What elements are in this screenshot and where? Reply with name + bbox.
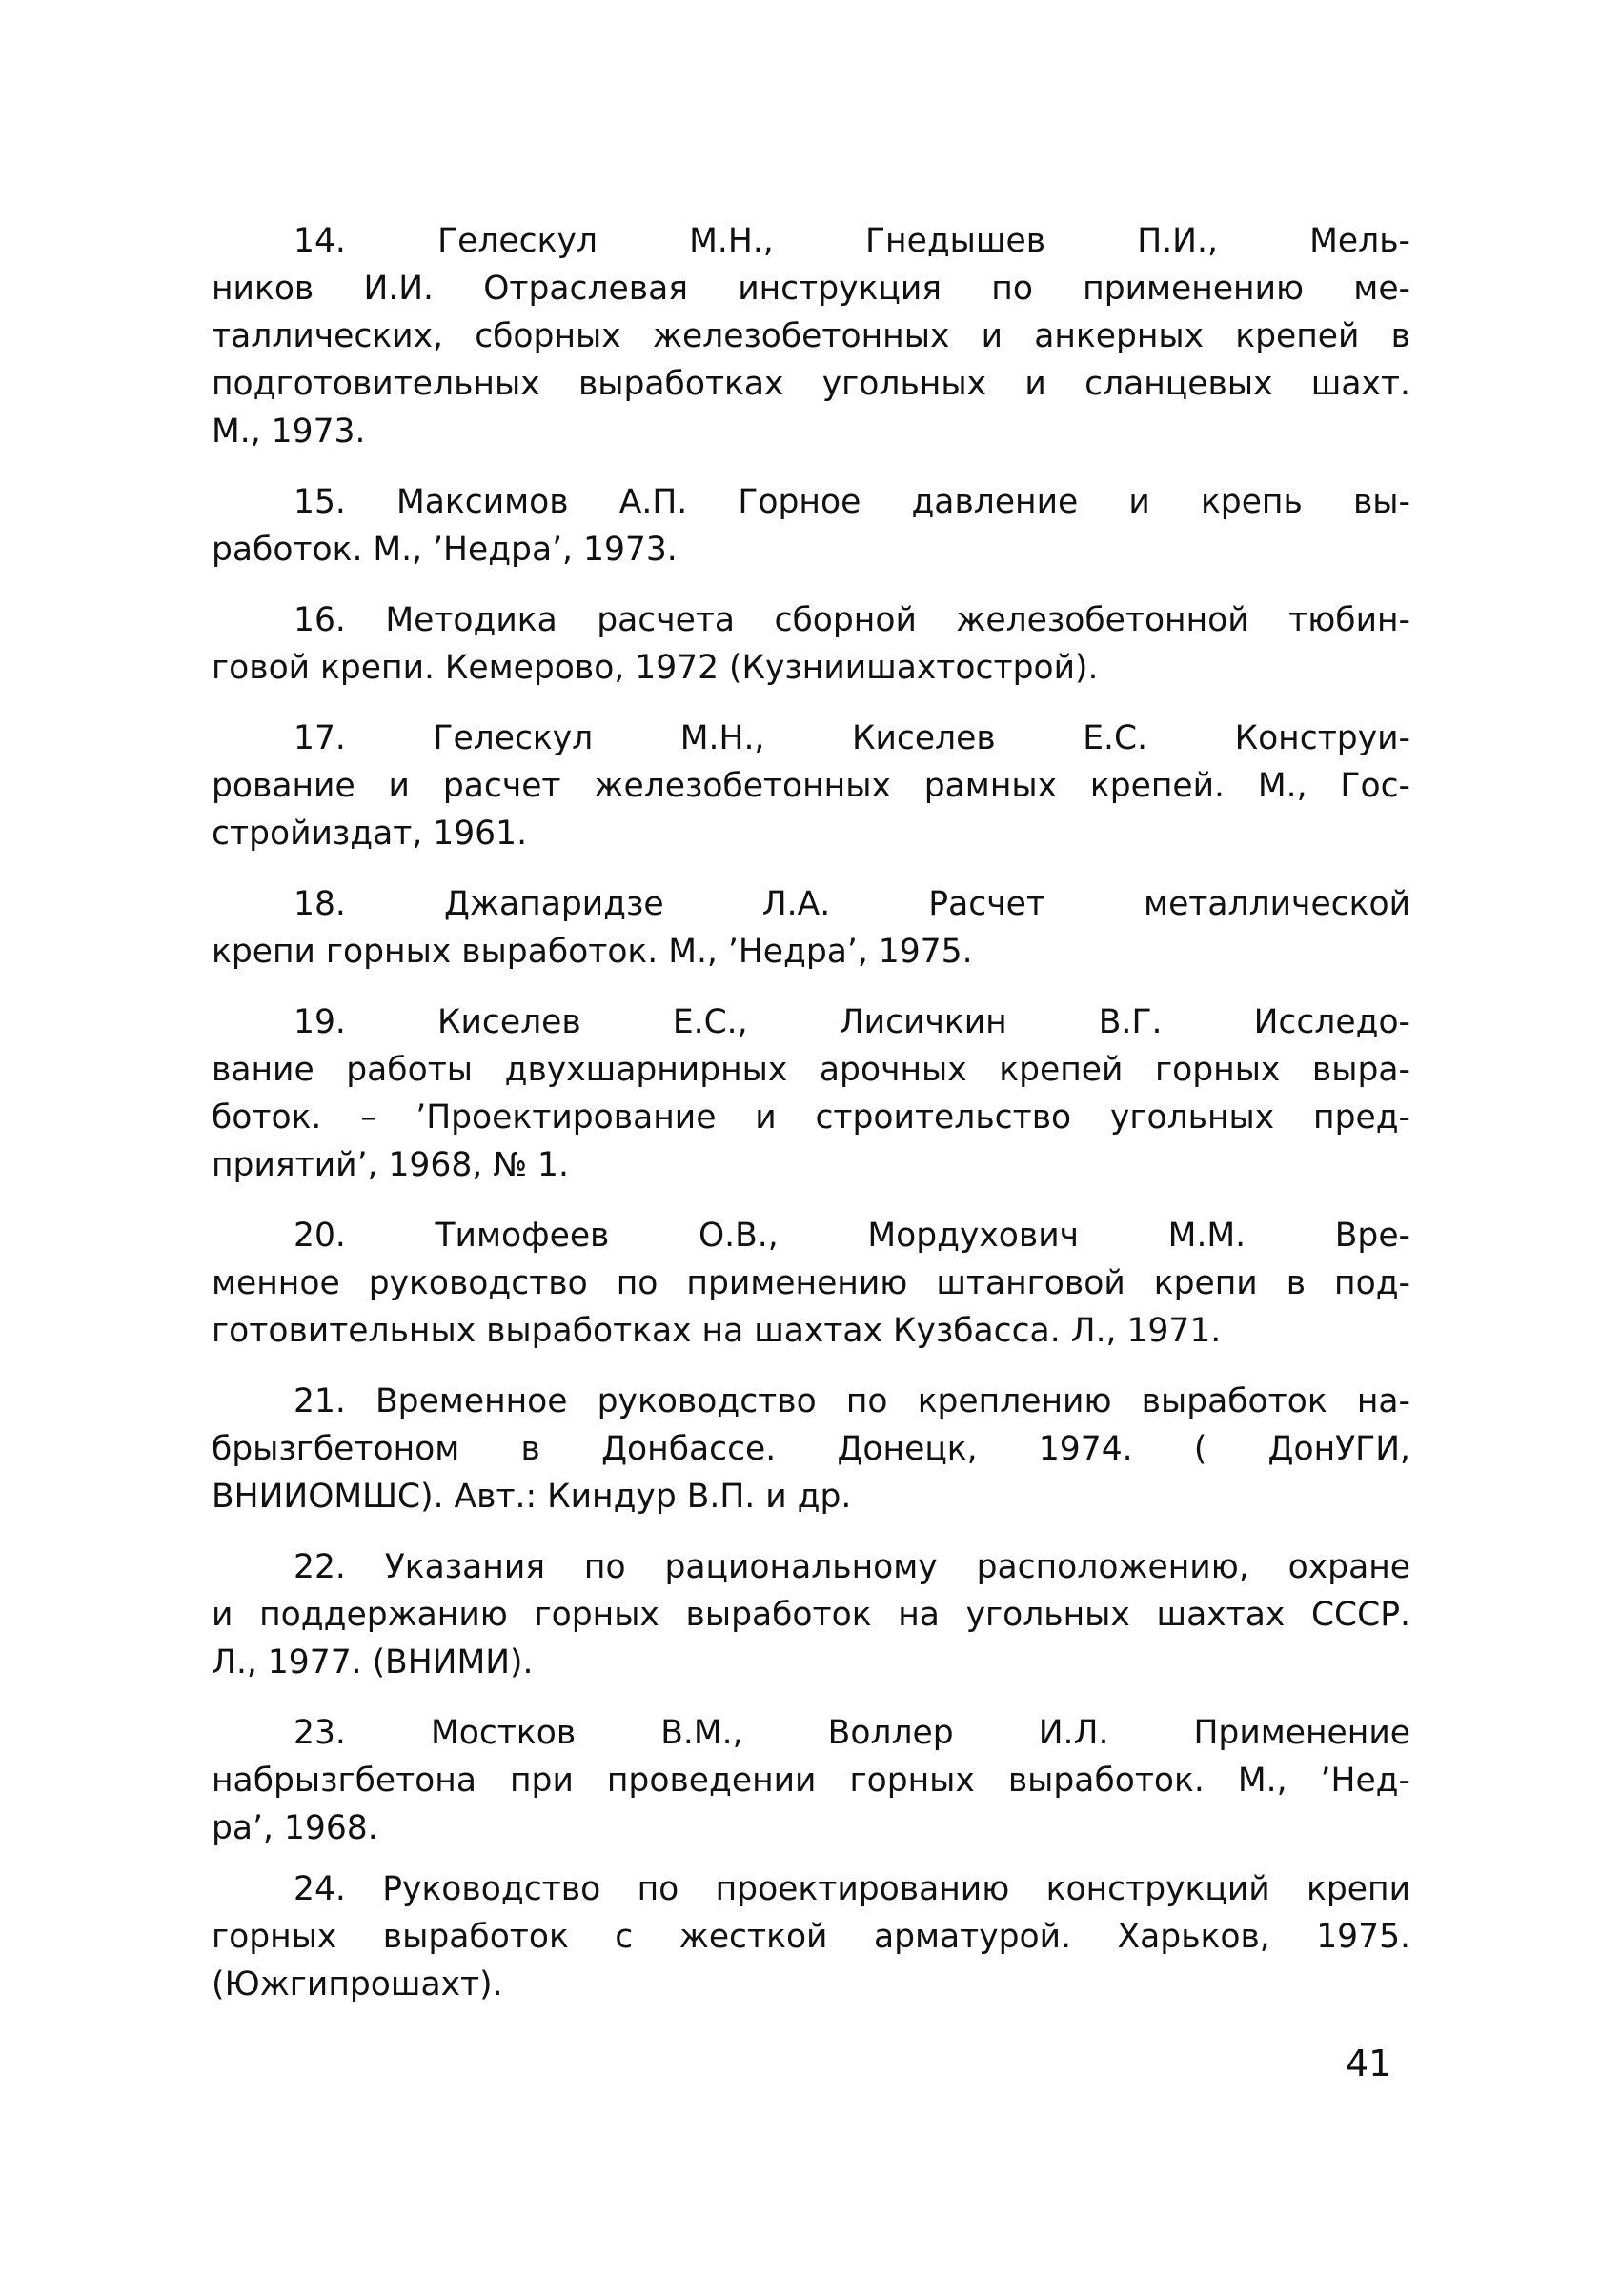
reference-entry: [212, 1865, 1410, 2008]
reference-line: 21. Временное руководство по креплению выработок на-: [294, 1382, 1410, 1420]
reference-line: Л., 1977. (ВНИМИ).: [212, 1643, 534, 1682]
reference-entry: [212, 596, 1410, 692]
reference-line: 17. Гелескул М.Н., Киселев Е.С. Конструи-: [294, 719, 1410, 757]
reference-line: ВНИИОМШС). Авт.: Киндур В.П. и др.: [212, 1478, 852, 1516]
reference-line: работок. М., ʼНедраʼ, 1973.: [212, 531, 678, 569]
reference-line: и поддержанию горных выработок на угольных шахтах СССР.: [212, 1596, 1410, 1634]
reference-entry: [212, 998, 1410, 1189]
reference-line: М., 1973.: [212, 413, 366, 451]
page-number: 41: [1346, 2043, 1392, 2085]
reference-line: 24. Руководство по проектированию конструкций крепи: [294, 1870, 1410, 1908]
reference-line: раʼ, 1968.: [212, 1809, 378, 1847]
reference-line: вание работы двухшарнирных арочных крепей горных выра-: [212, 1051, 1410, 1089]
reference-line: 16. Методика расчета сборной железобетонной тюбин-: [294, 601, 1410, 639]
reference-line: менное руководство по применению штанговой крепи в под-: [212, 1264, 1410, 1302]
reference-entry: [212, 880, 1410, 976]
reference-line: 18. Джапаридзе Л.А. Расчет металлической: [294, 885, 1410, 923]
reference-entry: [212, 217, 1410, 455]
reference-entry: [212, 715, 1410, 857]
reference-entry: [212, 1378, 1410, 1521]
reference-entry: [212, 1543, 1410, 1686]
reference-line: брызгбетоном в Донбассе. Донецк, 1974. ( ДонУГИ,: [212, 1430, 1410, 1468]
reference-line: готовительных выработках на шахтах Кузбасса. Л., 1971.: [212, 1312, 1222, 1350]
reference-line: подготовительных выработках угольных и сланцевых шахт.: [212, 365, 1410, 403]
reference-line: таллических, сборных железобетонных и анкерных крепей в: [212, 317, 1410, 355]
reference-line: 14. Гелескул М.Н., Гнедышев П.И., Мель-: [294, 222, 1410, 260]
reference-entry: [212, 1212, 1410, 1355]
reference-list: [212, 217, 1410, 2031]
reference-line: стройиздат, 1961.: [212, 815, 528, 853]
reference-line: 15. Максимов А.П. Горное давление и крепь вы-: [294, 483, 1410, 521]
reference-line: боток. – ʼПроектирование и строительство угольных пред-: [212, 1098, 1410, 1137]
reference-line: 19. Киселев Е.С., Лисичкин В.Г. Исследо-: [294, 1003, 1410, 1041]
reference-entry: [212, 478, 1410, 574]
reference-line: набрызгбетона при проведении горных выработок. М., ʼНед-: [212, 1762, 1410, 1800]
reference-line: 20. Тимофеев О.В., Мордухович М.М. Вре-: [294, 1217, 1410, 1255]
reference-line: 23. Мостков В.М., Воллер И.Л. Применение: [294, 1714, 1410, 1752]
reference-line: (Южгипрошахт).: [212, 1965, 503, 2004]
reference-line: горных выработок с жесткой арматурой. Харьков, 1975.: [212, 1918, 1410, 1956]
reference-line: приятийʼ, 1968, № 1.: [212, 1146, 569, 1184]
reference-line: рование и расчет железобетонных рамных крепей. М., Гос-: [212, 767, 1410, 805]
reference-line: крепи горных выработок. М., ʼНедраʼ, 1975.: [212, 933, 973, 971]
reference-line: 22. Указания по рациональному расположению, охране: [294, 1548, 1410, 1586]
reference-line: ников И.И. Отраслевая инструкция по применению ме-: [212, 270, 1410, 308]
reference-entry: [212, 1709, 1410, 1852]
reference-line: говой крепи. Кемерово, 1972 (Кузниишахтострой).: [212, 649, 1099, 687]
